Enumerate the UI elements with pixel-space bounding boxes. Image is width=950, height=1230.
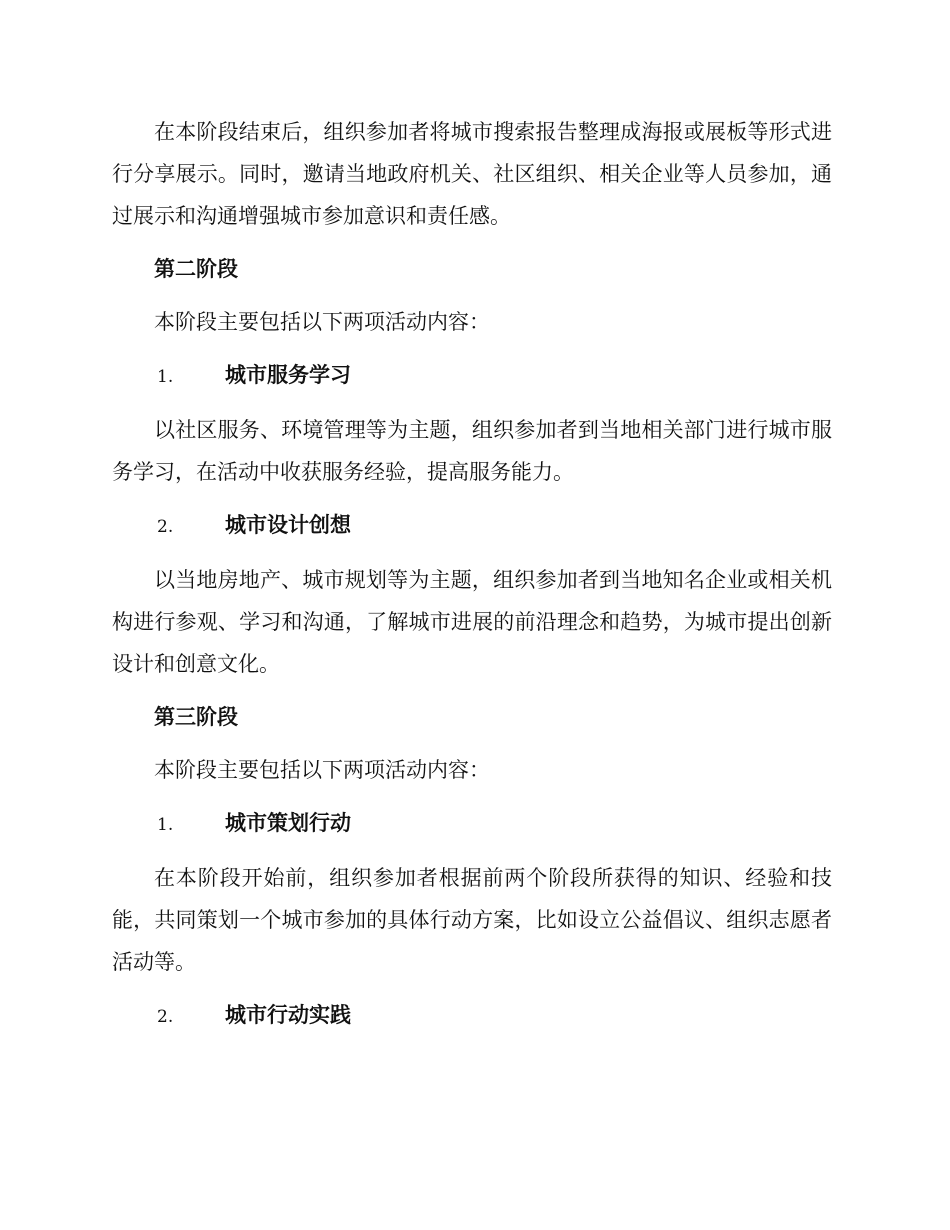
paragraph-city-design: 以当地房地产、城市规划等为主题，组织参加者到当地知名企业或相关机构进行参观、学习和沟通，了解城市进展的前沿理念和趋势，为城市提出创新设计和创意文化。 [112, 568, 832, 676]
list-title: 城市行动实践 [225, 1002, 351, 1027]
list-item-city-service [112, 354, 832, 398]
list-title: 城市服务学习 [225, 362, 351, 387]
list-number: 1. [157, 815, 174, 835]
list-title: 城市设计创想 [225, 512, 351, 537]
paragraph-city-service: 以社区服务、环境管理等为主题，组织参加者到当地相关部门进行城市服务学习，在活动中收获服务经验，提高服务能力。 [112, 418, 832, 484]
list-number: 2. [157, 1007, 174, 1027]
paragraph-stage-two-intro: 本阶段主要包括以下两项活动内容： [154, 310, 490, 334]
heading-stage-three: 第三阶段 [154, 704, 238, 729]
paragraph-city-planning: 在本阶段开始前，组织参加者根据前两个阶段所获得的知识、经验和技能，共同策划一个城市参加的具体行动方案，比如设立公益倡议、组织志愿者活动等。 [112, 866, 832, 974]
list-title: 城市策划行动 [225, 810, 351, 835]
heading-stage-two: 第二阶段 [154, 256, 238, 281]
list-item-city-design [112, 504, 832, 548]
list-number: 2. [157, 517, 174, 537]
paragraph-stage-three-intro: 本阶段主要包括以下两项活动内容： [154, 758, 490, 782]
list-number: 1. [157, 367, 174, 387]
list-item-city-planning [112, 802, 832, 846]
paragraph-stage-summary: 在本阶段结束后，组织参加者将城市搜索报告整理成海报或展板等形式进行分享展示。同时，邀请当地政府机关、社区组织、相关企业等人员参加，通过展示和沟通增强城市参加意识和责任感。 [112, 120, 832, 228]
list-item-city-action [112, 994, 832, 1038]
